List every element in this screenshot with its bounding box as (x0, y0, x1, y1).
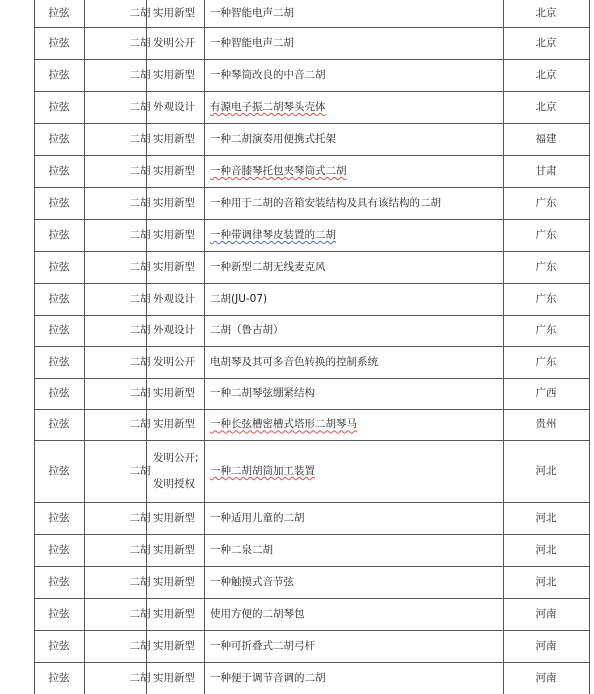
patent-title-cell: 一种二胡胡筒加工装置 (210, 464, 315, 477)
category-cell: 拉弦 (48, 511, 70, 524)
instrument-cell: 二胡 (129, 639, 151, 652)
patent-title-cell: 一种长弦槽密槽式塔形二胡琴马 (210, 418, 357, 431)
patent-type-cell: 发明公开 (153, 355, 195, 368)
patent-type-cell (150, 441, 211, 502)
region-cell: 广东 (535, 292, 557, 305)
patent-type-cell: 实用新型 (153, 196, 195, 209)
patent-title-cell: 一种便于调节音调的二胡 (210, 671, 326, 684)
category-cell: 拉弦 (48, 260, 70, 273)
table-row (34, 0, 589, 28)
region-cell: 广东 (535, 196, 557, 209)
instrument-cell: 二胡 (129, 68, 151, 81)
patent-title-cell: 一种新型二胡无线麦克风 (210, 260, 326, 273)
patent-title-cell: 一种用于二胡的音箱安装结构及具有该结构的二胡 (210, 196, 441, 209)
table-row (34, 410, 589, 441)
patent-title-cell: 一种智能电声二胡 (210, 6, 294, 19)
region-cell: 北京 (535, 68, 557, 81)
table-row (34, 567, 589, 599)
category-cell: 拉弦 (48, 464, 70, 477)
patent-type-cell: 实用新型 (153, 387, 195, 400)
patent-title-cell: 一种触摸式音节弦 (210, 575, 294, 588)
category-cell: 拉弦 (48, 607, 70, 620)
region-cell: 北京 (535, 6, 557, 19)
patent-type-cell: 外观设计 (153, 292, 195, 305)
table-row (34, 441, 589, 503)
patent-title-cell: 一种琴筒改良的中音二胡 (210, 68, 326, 81)
instrument-cell: 二胡 (129, 418, 151, 431)
patent-title-cell: 有源电子振二胡琴头壳体 (210, 100, 326, 113)
region-cell: 北京 (535, 36, 557, 49)
region-cell: 河南 (535, 639, 557, 652)
instrument-cell: 二胡 (129, 132, 151, 145)
patent-title-cell: 一种带调律琴皮装置的二胡 (210, 228, 336, 241)
table-row (34, 220, 589, 252)
patent-type-cell: 实用新型 (153, 575, 195, 588)
region-cell: 河北 (535, 575, 557, 588)
region-cell: 广东 (535, 228, 557, 241)
patent-type-cell: 实用新型 (153, 671, 195, 684)
instrument-cell: 二胡 (129, 607, 151, 620)
patent-title-cell: 电胡琴及其可多音色转换的控制系统 (210, 355, 378, 368)
region-cell: 广东 (535, 355, 557, 368)
category-cell: 拉弦 (48, 324, 70, 337)
category-cell: 拉弦 (48, 387, 70, 400)
table-row (34, 28, 589, 60)
category-cell: 拉弦 (48, 228, 70, 241)
patent-type-cell: 实用新型 (153, 164, 195, 177)
category-cell: 拉弦 (48, 292, 70, 305)
table-row (34, 252, 589, 284)
region-cell: 河南 (535, 671, 557, 684)
patent-type-cell: 实用新型 (153, 607, 195, 620)
patent-type-line: 发明授权 (153, 477, 195, 490)
table-row (34, 60, 589, 92)
region-cell: 贵州 (535, 418, 557, 431)
table-row (34, 347, 589, 379)
patent-type-cell: 发明公开 (153, 36, 195, 49)
table-row (34, 188, 589, 220)
instrument-cell: 二胡 (129, 464, 151, 477)
instrument-cell: 二胡 (129, 511, 151, 524)
patent-title-cell: 一种二胡琴弦绷紧结构 (210, 387, 315, 400)
instrument-cell: 二胡 (129, 355, 151, 368)
patent-type-line: 发明公开; (153, 452, 199, 465)
patent-title-cell: 一种二泉二胡 (210, 543, 273, 556)
region-cell: 广西 (535, 387, 557, 400)
column-divider (589, 0, 590, 694)
region-cell: 河北 (535, 543, 557, 556)
table-row (34, 503, 589, 535)
category-cell: 拉弦 (48, 418, 70, 431)
category-cell: 拉弦 (48, 196, 70, 209)
category-cell: 拉弦 (48, 6, 70, 19)
patent-title-cell: 一种适用儿童的二胡 (210, 511, 305, 524)
patent-title-cell: 使用方便的二胡琴包 (210, 607, 305, 620)
region-cell: 广东 (535, 324, 557, 337)
instrument-cell: 二胡 (129, 6, 151, 19)
patent-type-cell: 外观设计 (153, 100, 195, 113)
category-cell: 拉弦 (48, 355, 70, 368)
patent-title-cell: 一种音膝琴托包夹琴筒式二胡 (210, 164, 347, 177)
region-cell: 甘肃 (535, 164, 557, 177)
category-cell: 拉弦 (48, 575, 70, 588)
instrument-cell: 二胡 (129, 387, 151, 400)
category-cell: 拉弦 (48, 639, 70, 652)
patent-title-cell: 二胡(JU-07) (210, 292, 268, 305)
category-cell: 拉弦 (48, 68, 70, 81)
patent-type-cell: 实用新型 (153, 6, 195, 19)
patent-type-cell: 外观设计 (153, 324, 195, 337)
region-cell: 福建 (535, 132, 557, 145)
table-row (34, 156, 589, 188)
instrument-cell: 二胡 (129, 260, 151, 273)
instrument-cell: 二胡 (129, 164, 151, 177)
table-row (34, 124, 589, 156)
table-row (34, 599, 589, 631)
table-row (34, 379, 589, 410)
patent-type-cell: 实用新型 (153, 511, 195, 524)
region-cell: 北京 (535, 100, 557, 113)
patent-type-cell: 实用新型 (153, 418, 195, 431)
category-cell: 拉弦 (48, 132, 70, 145)
instrument-cell: 二胡 (129, 575, 151, 588)
instrument-cell: 二胡 (129, 196, 151, 209)
instrument-cell: 二胡 (129, 36, 151, 49)
patent-type-cell: 实用新型 (153, 639, 195, 652)
instrument-cell: 二胡 (129, 543, 151, 556)
table-row (34, 316, 589, 347)
patent-title-cell: 一种二胡演奏用便携式托架 (210, 132, 336, 145)
instrument-cell: 二胡 (129, 228, 151, 241)
region-cell: 河南 (535, 607, 557, 620)
patent-type-cell: 实用新型 (153, 543, 195, 556)
patent-type-cell: 实用新型 (153, 132, 195, 145)
region-cell: 广东 (535, 260, 557, 273)
region-cell: 河北 (535, 464, 557, 477)
table-row (34, 535, 589, 567)
patent-title-cell: 一种智能电声二胡 (210, 36, 294, 49)
instrument-cell: 二胡 (129, 292, 151, 305)
category-cell: 拉弦 (48, 543, 70, 556)
instrument-cell: 二胡 (129, 100, 151, 113)
table-row (34, 92, 589, 124)
region-cell: 河北 (535, 511, 557, 524)
instrument-cell: 二胡 (129, 324, 151, 337)
category-cell: 拉弦 (48, 100, 70, 113)
patent-type-cell: 实用新型 (153, 68, 195, 81)
patent-title-cell: 二胡（鲁古胡） (210, 324, 284, 337)
patent-title-cell: 一种可折叠式二胡弓杆 (210, 639, 315, 652)
instrument-cell: 二胡 (129, 671, 151, 684)
table-row (34, 284, 589, 316)
patent-type-cell: 实用新型 (153, 228, 195, 241)
patent-type-cell: 实用新型 (153, 260, 195, 273)
category-cell: 拉弦 (48, 671, 70, 684)
table-row (34, 663, 589, 694)
table-row (34, 631, 589, 663)
category-cell: 拉弦 (48, 36, 70, 49)
category-cell: 拉弦 (48, 164, 70, 177)
